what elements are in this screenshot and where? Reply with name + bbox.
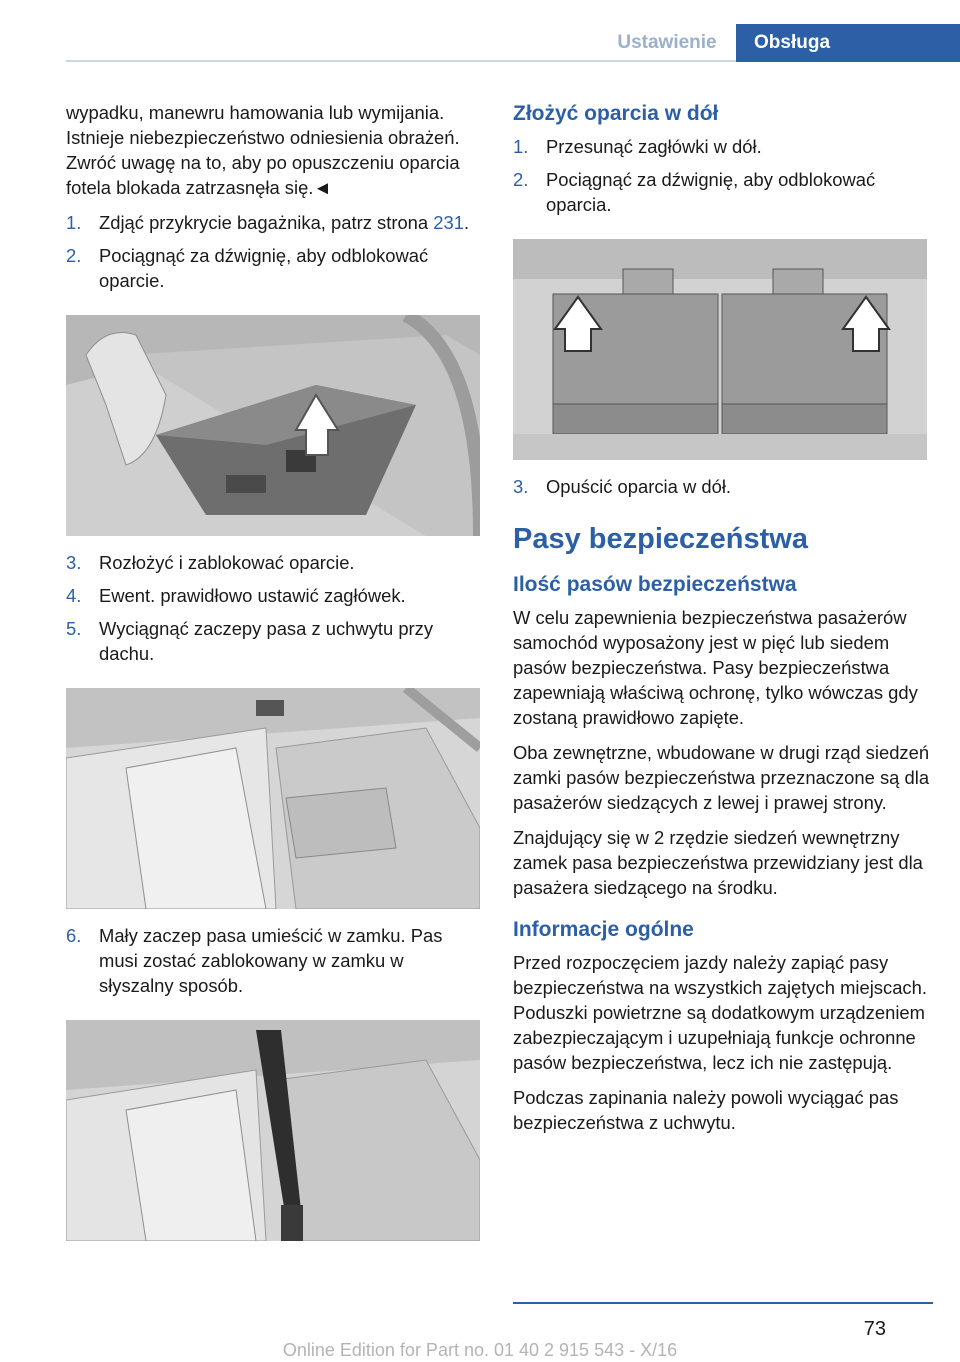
general-info-paragraph-2: Podczas zapinania należy powoli wyciągać pas bezpieczeństwa z uchwytu. xyxy=(513,1087,899,1133)
right-column xyxy=(513,100,933,1145)
step-number: 2. xyxy=(513,169,529,190)
belts-count-paragraph-1: W celu zapewnienia bezpieczeństwa pasażerów samochód wyposażony jest w pięć lub siedem pasów bezpieczeństwa. Pasy bezpieczeństwa zapewniają właściwą ochronę, tylko wówczas gdy zostaną prawidłowo zapięte. xyxy=(513,607,918,728)
step-number: 1. xyxy=(513,136,529,157)
figure-seatbacks xyxy=(513,239,927,460)
belts-heading: Pasy bezpieczeństwa xyxy=(513,523,808,555)
list-item xyxy=(66,923,480,998)
step-text: Przesunąć zagłówki w dół. xyxy=(546,136,762,157)
step-text-after: . xyxy=(463,212,470,233)
steps-list-c xyxy=(66,923,480,998)
list-item xyxy=(66,243,480,293)
step-text: Pociągnąć za dźwignię, aby odblokować oparcia. xyxy=(546,169,876,215)
belts-count-paragraph-2: Oba zewnętrzne, wbudowane w drugi rząd siedzeń zamki pasów bezpieczeństwa przeznaczone są dla pasażerów siedzących z lewej i prawej strony. xyxy=(513,742,930,813)
list-item xyxy=(66,616,480,666)
belts-count-heading: Ilość pasów bezpieczeństwa xyxy=(513,573,797,596)
step-number: 6. xyxy=(66,925,82,946)
footer-text: Online Edition for Part no. 01 40 2 915 543 - X/16 xyxy=(282,1340,678,1360)
list-item xyxy=(66,550,480,575)
footer-rule xyxy=(513,1302,933,1304)
tab-obsluga[interactable]: Obsługa xyxy=(736,24,960,62)
list-item xyxy=(513,167,933,217)
step-text: Pociągnąć za dźwignię, aby odblokować oparcie. xyxy=(99,245,429,291)
belts-count-paragraph-3: Znajdujący się w 2 rzędzie siedzeń wewnętrzny zamek pasa bezpieczeństwa przewidziany jest dla pasażera siedzącego na środku. xyxy=(513,827,923,898)
fold-steps-b xyxy=(513,474,933,499)
step-text: Wyciągnąć zaczepy pasa z uchwytu przy dachu. xyxy=(99,618,434,664)
page-link[interactable]: 231 xyxy=(433,212,464,233)
fold-heading: Złożyć oparcia w dół xyxy=(513,102,719,125)
step-number: 3. xyxy=(66,552,82,573)
step-number: 3. xyxy=(513,476,529,497)
left-column xyxy=(66,100,480,1255)
step-text: Opuścić oparcia w dół. xyxy=(546,476,732,497)
step-text-main: Zdjąć przykrycie bagażnika, patrz strona xyxy=(99,212,434,233)
step-number: 5. xyxy=(66,618,82,639)
list-item xyxy=(66,583,480,608)
intro-paragraph: wypadku, manewru hamowania lub wymijania. Istnieje niebezpieczeństwo odniesienia obrażeń. Zwróć uwagę na to, aby po opuszczeniu oparcia fotela blokada zatrzasnęła się.◄ xyxy=(66,102,460,198)
step-text xyxy=(99,210,469,235)
step-number: 4. xyxy=(66,585,82,606)
step-text: Mały zaczep pasa umieścić w zamku. Pas musi zostać zablokowany w zamku w słyszalny sposób. xyxy=(99,925,443,996)
list-item xyxy=(66,210,480,235)
steps-list-b xyxy=(66,550,480,666)
step-text: Ewent. prawidłowo ustawić zagłówek. xyxy=(99,585,406,606)
step-number: 2. xyxy=(66,245,82,266)
figure-trunk-lever xyxy=(66,315,480,536)
page-number: 73 xyxy=(863,1318,886,1340)
figure-belt-buckle xyxy=(66,1020,480,1241)
list-item xyxy=(513,474,933,499)
general-info-heading: Informacje ogólne xyxy=(513,918,694,941)
step-number: 1. xyxy=(66,212,82,233)
step-text: Rozłożyć i zablokować oparcie. xyxy=(99,552,355,573)
figure-belt-holder xyxy=(66,688,480,909)
list-item xyxy=(513,134,933,159)
general-info-paragraph-1: Przed rozpoczęciem jazdy należy zapiąć pasy bezpieczeństwa na wszystkich zajętych miejscach. Poduszki powietrzne są dodatkowym urządzeniem zabezpieczającym i uzupełniają funkcje ochronne pasów bezpieczeństwa, lecz ich nie zastępują. xyxy=(513,952,927,1073)
tab-ustawienie[interactable]: Ustawienie xyxy=(617,32,717,53)
steps-list-a xyxy=(66,210,480,293)
fold-steps-a xyxy=(513,134,933,217)
